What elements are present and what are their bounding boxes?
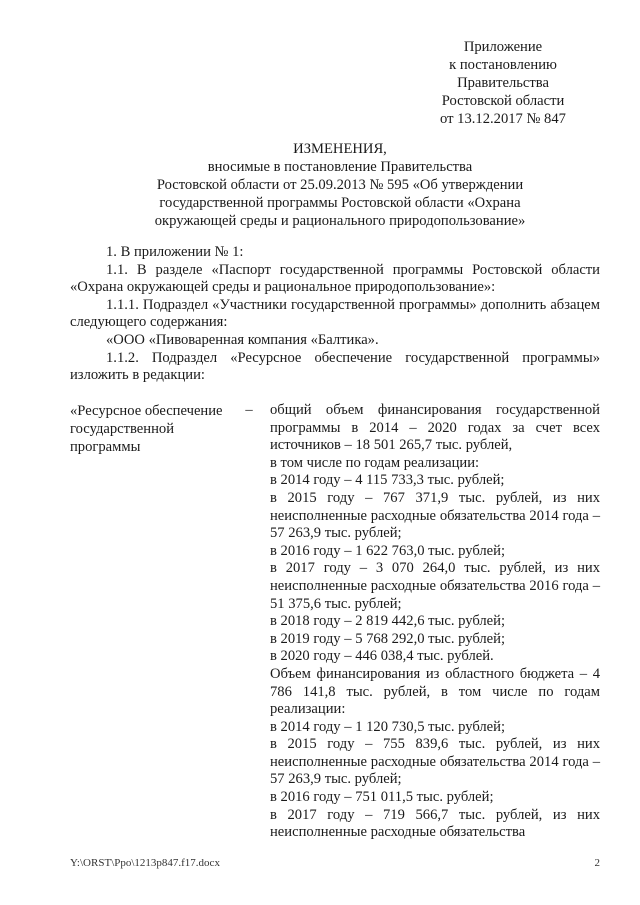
body-paragraph: 1.1. В разделе «Паспорт государственной программы Ростовской области «Охрана окружающей среды и рациональное природопользование»: (70, 261, 600, 296)
funding-line: в 2020 году – 446 038,4 тыс. рублей. (270, 648, 494, 665)
funding-line: Объем финансирования из областного бюджета – 4 786 141,8 тыс. рублей, в том числе по годам реализации: (270, 665, 600, 718)
body-section (70, 244, 600, 385)
funding-line: в 2015 году – 767 371,9 тыс. рублей, из них неисполненные расходные обязательства 2014 года – 57 263,9 тыс. рублей; (270, 489, 600, 542)
footer-file-path: Y:\ORST\Ppo\1213p847.f17.docx (70, 857, 220, 869)
appendix-line: Ростовской области (441, 93, 565, 109)
funding-line: в том числе по годам реализации: (270, 454, 480, 471)
funding-line: в 2016 году – 751 011,5 тыс. рублей; (270, 789, 494, 806)
body-paragraph: 1.1.2. Подраздел «Ресурсное обеспечение государственной программы» изложить в редакции: (70, 349, 600, 384)
funding-line: в 2016 году – 1 622 763,0 тыс. рублей; (270, 542, 506, 559)
funding-line: в 2014 году – 4 115 733,3 тыс. рублей; (270, 472, 505, 489)
document-title (70, 140, 610, 230)
funding-line: в 2017 году – 719 566,7 тыс. рублей, из них неисполненные расходные обязательства (270, 806, 600, 841)
funding-line: в 2018 году – 2 819 442,6 тыс. рублей; (270, 613, 506, 630)
funding-line: в 2015 году – 755 839,6 тыс. рублей, из них неисполненные расходные обязательства 2014 года – 57 263,9 тыс. рублей; (270, 736, 600, 788)
body-paragraph: 1.1.1. Подраздел «Участники государственной программы» дополнить абзацем следующего содержания: (70, 296, 600, 331)
title-line: государственной программы Ростовской области «Охрана (159, 195, 521, 211)
title-line: Ростовской области от 25.09.2013 № 595 «Об утверждении (156, 177, 524, 193)
funding-line: в 2019 году – 5 768 292,0 тыс. рублей; (270, 630, 506, 647)
footer-page-number: 2 (594, 857, 600, 869)
body-paragraph: 1. В приложении № 1: (106, 244, 244, 260)
title-heading: ИЗМЕНЕНИЯ, (293, 141, 387, 157)
title-line: вносимые в постановление Правительства (207, 159, 473, 175)
appendix-line: от 13.12.2017 № 847 (440, 111, 566, 127)
appendix-line: Правительства (457, 75, 549, 91)
appendix-line: Приложение (463, 39, 543, 55)
resource-table-content (270, 402, 600, 842)
funding-line: общий объем финансирования государственной программы в 2014 – 2020 годах за счет всех источников – 18 501 265,7 тыс. рублей, (270, 402, 600, 454)
funding-line: в 2017 году – 3 070 264,0 тыс. рублей, из них неисполненные расходные обязательства 2016 года – 51 375,6 тыс. рублей; (270, 560, 600, 612)
resource-table-label: «Ресурсное обеспечение государственной программы (70, 403, 223, 455)
appendix-line: к постановлению (449, 57, 557, 73)
body-paragraph: «ООО «Пивоваренная компания «Балтика». (106, 331, 379, 348)
title-line: окружающей среды и рационального природопользование» (154, 213, 526, 229)
funding-line: в 2014 году – 1 120 730,5 тыс. рублей; (270, 718, 506, 735)
resource-table-dash: – (245, 402, 253, 418)
appendix-header (412, 38, 594, 128)
